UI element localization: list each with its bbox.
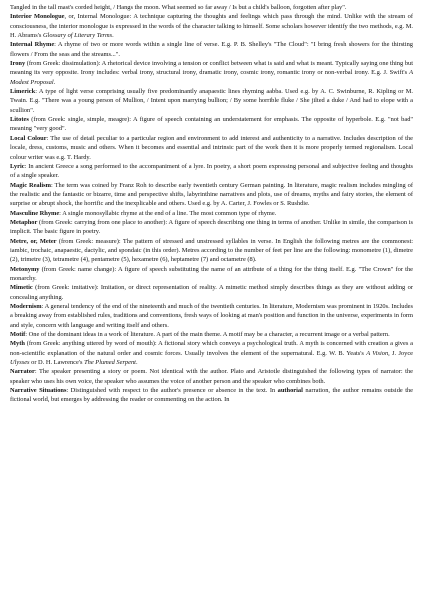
definition-text: : The term was coined by Franz Roh to describe early twentieth century German painting. In literature, magic realism includes mingling of the realistic and the fantastic or bizarre, time and perspective shifts, labyrinthine narratives and plots, use of dreams, myths and fairy stories, the element of surprise or abrupt shock, the horrific and the inexplicable and others. Used e.g. by A. Carter, J. Fowles or S. Rushdie. xyxy=(10,181,414,208)
glossary-entry xyxy=(10,59,413,87)
glossary-entry xyxy=(10,3,413,12)
glossary-term: Internal Rhyme xyxy=(10,41,55,49)
glossary-term: Myth xyxy=(10,340,25,348)
glossary-term: Litotes xyxy=(10,116,29,124)
glossary-term: Narrator xyxy=(10,368,35,376)
glossary-term: Modernism xyxy=(10,303,42,310)
bold-text: authorial xyxy=(277,387,303,395)
definition-text: narration, the author remains outside the fictional world, but emerges by addressing the reader or commenting on the action. In xyxy=(10,387,413,404)
glossary-term: Motif xyxy=(10,331,26,339)
glossary-term: Narrative Situations xyxy=(10,387,67,395)
glossary-entry xyxy=(10,283,413,302)
italic-title: The Plumed Serpent xyxy=(84,359,136,367)
definition-text: , or, Internal Monologue: A technique capturing the thoughts and feelings which pass through the mind. Unlike with the stream of consciousness, the interior monologue is expressed in the words of the character talking to himself. Some scholars however identify the two methods, e.g. M. H. Abrams's xyxy=(10,13,413,40)
glossary-entry xyxy=(10,134,413,162)
definition-text: . xyxy=(53,78,56,86)
glossary-term: Lyric xyxy=(10,162,25,170)
glossary-entry xyxy=(10,265,413,284)
definition-text: : One of the dominant ideas in a work of literature. A part of the main theme. A motif may be a character, a recurrent image or a verbal pattern. xyxy=(25,331,390,339)
italic-title: Ulysses xyxy=(10,359,30,367)
glossary-entry xyxy=(10,367,413,386)
italic-title: Glossary of Literary Terms xyxy=(42,32,113,40)
glossary-entry xyxy=(10,218,413,237)
glossary-entry xyxy=(10,302,413,330)
italic-title: A Modest Proposal xyxy=(10,69,413,86)
definition-text: or D. H. Lawrence's xyxy=(29,359,85,367)
glossary-entry xyxy=(10,40,413,59)
glossary-term: Metonymy xyxy=(10,265,40,273)
definition-text: (from Greek: single, simple, meagre): A figure of speech containing an understatement for emphasis. The opposite of hyperbole. E.g. "not bad" meaning "very good". xyxy=(10,116,413,133)
definition-text: : A type of light verse comprising usually five predominantly anapaestic lines rhyming aabba. Used e.g. by A. C. Swinburne, R. Kipling or M. Twain. E.g. "There was a young person of Mullion, / Intent upon marrying bullion; / By some horrible fluke / She jilted a duke / And had to elope with a scullion". xyxy=(10,88,413,114)
glossary-term: Interior Monologue xyxy=(10,13,65,21)
glossary-entry xyxy=(10,87,413,115)
definition-text: . xyxy=(112,32,114,40)
glossary-entry xyxy=(10,115,413,134)
definition-text: (from Greek: imitative): Imitation, or direct representation of reality. A mimetic method simply describes things as they are without adding or concealing anything. xyxy=(10,284,413,301)
definition-text: : A general tendency of the end of the nineteenth and much of the twentieth centuries. In literature, Modernism was prominent in 1920s. Includes a breaking away from established rules, traditions and conventions, fresh ways of looking at man's position and function in the universe, experiments in form and style, concern with language and writing itself and others. xyxy=(10,303,413,329)
definition-text: , J. Joyce xyxy=(388,349,413,357)
definition-text: : In ancient Greece a song performed to the accompaniment of a lyre. In poetry, a short poem expressing personal and subjective feeling and thoughts of a single speaker. xyxy=(10,162,413,180)
definition-text: (from Greek: anything uttered by word of mouth): A fictional story which conveys a psychological truth. A myth is concerned with creation a gives a non-scientific explanation of the natural order and cosmic forces. Usually involves the element of the supernatural. E.g. W. B. Yeats's xyxy=(10,340,413,357)
definition-text: (from Greek: carrying from one place to another): A figure of speech describing one thing in terms of another. Unlike in simile, the comparison is implicit. The basic figure in poetry. xyxy=(10,218,413,236)
glossary-entry xyxy=(10,339,413,367)
glossary-entry xyxy=(10,330,413,339)
definition-text: Tangled in the tall mast's corded height, / Hangs the moon. What seemed so far away / Is but a child's balloon, forgotten after play". xyxy=(10,4,347,11)
italic-title: A Vision xyxy=(366,349,389,357)
definition-text: : A rhyme of two or more words within a single line of verse. E.g. P. B. Shelley's "The Cloud": "I bring fresh showers for the thirsting flowers / From the seas and the streams...". xyxy=(10,41,413,58)
glossary-entry xyxy=(10,209,413,218)
definition-text: . xyxy=(135,359,138,367)
definition-text: : Distinguished with respect to the author's presence or absence in the text. In xyxy=(66,387,278,395)
definition-text: : The speaker presenting a story or poem. Not identical with the author. Plato and Aristotle distinguished the following types of narrator: the speaker who uses his own voice, the speaker who assumes the voice of another person and the speaker who combines both. xyxy=(10,368,413,385)
definition-text: : The use of detail peculiar to a particular region and environment to add interest and authenticity to a narrative. Includes description of the locale, dress, customs, music and others. When it becomes and essential and intrinsic part of the work then it is more properly termed regionalism. Local colour writer was e.g. T. Hardy. xyxy=(10,134,413,161)
glossary-term: Metaphor xyxy=(10,218,38,226)
glossary-entry xyxy=(10,12,413,40)
glossary-term: Mimetic xyxy=(10,284,33,292)
glossary-term: Irony xyxy=(10,60,26,68)
glossary-term: Masculine Rhyme xyxy=(10,209,60,217)
glossary-entry xyxy=(10,181,413,209)
glossary-term: Magic Realism xyxy=(10,181,51,189)
glossary-entry xyxy=(10,237,413,265)
glossary-entry xyxy=(10,162,413,181)
glossary-term: Limerick xyxy=(10,88,36,96)
definition-text: (from Greek: dissimulation): A rhetorical device involving a tension or conflict between what is said and what is meant. Typically saying one thing but meaning its very opposite. Irony includes: verbal irony, structural irony, dramatic irony, cosmic irony, romantic irony or non-verbal irony. E.g. J. Swift's xyxy=(10,60,413,77)
glossary-term: Metre, or, Meter xyxy=(10,237,57,245)
glossary-entry xyxy=(10,386,413,405)
glossary-term: Local Colour xyxy=(10,134,47,142)
definition-text: : A single monosyllabic rhyme at the end of a line. The most common type of rhyme. xyxy=(59,209,277,217)
definition-text: (from Greek: name change): A figure of speech substituting the name of an attribute of a thing for the thing itself. E.g. "The Crown" for the monarchy. xyxy=(10,265,413,282)
definition-text: (from Greek: measure): The pattern of stressed and unstressed syllables in verse. In English the following metres are the commonest: iambic, trochaic, anapaestic, dactylic, and spondaic (in this order). Metres according to the number of feet per line are the following: monometre (1), dimetre (2), trimetre (3), tetrametre (4), pentametre (5), hexametre (6), heptametre (7) and octametre (8). xyxy=(10,237,413,264)
